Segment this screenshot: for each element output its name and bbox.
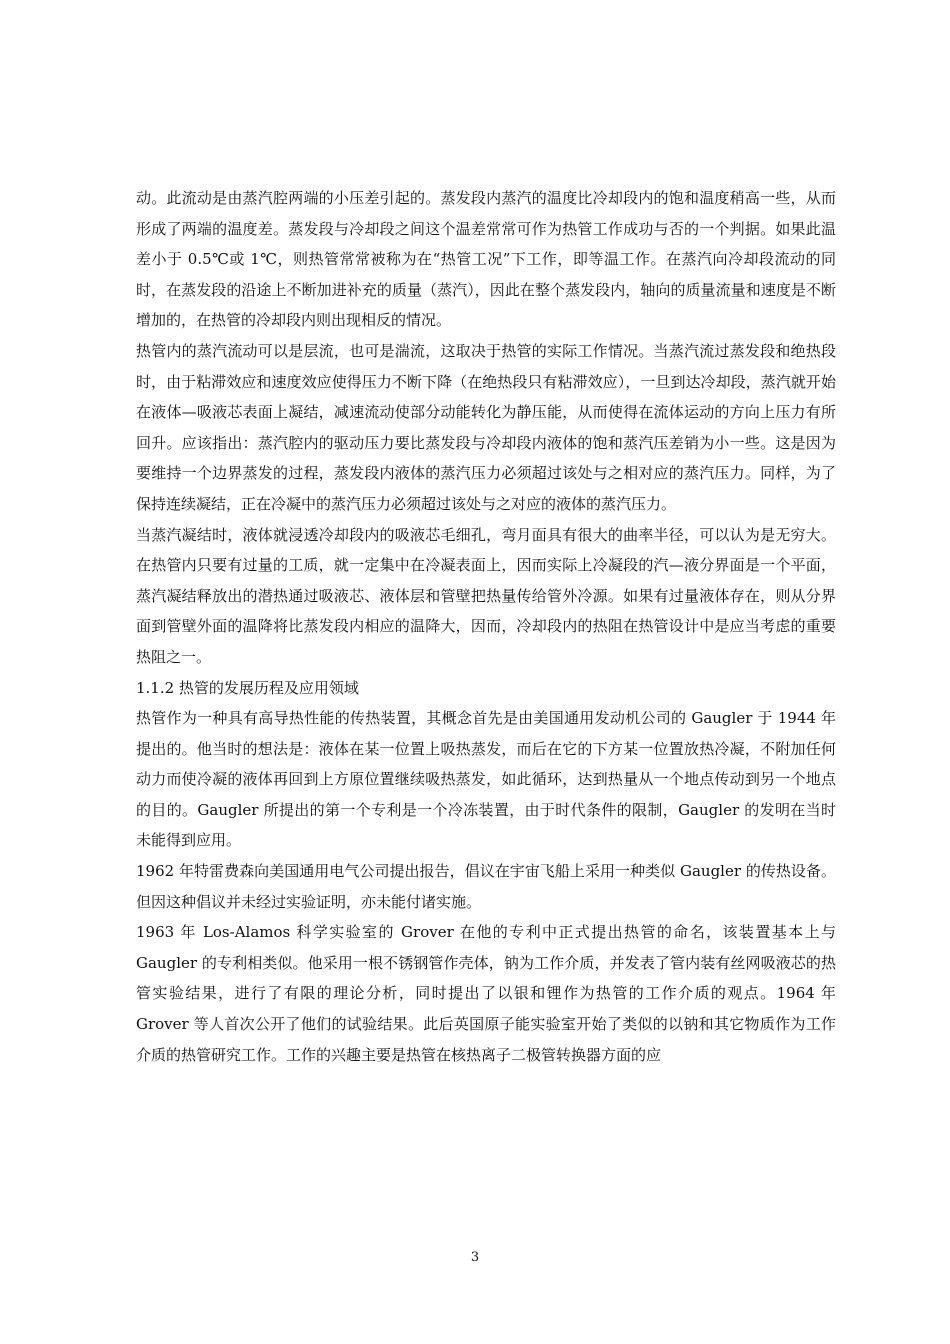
paragraph-condensation: 当蒸汽凝结时，液体就浸透冷却段内的吸液芯毛细孔，弯月面具有很大的曲率半径，可以认为是无穷大。在热管内只要有过量的工质，就一定集中在冷凝表面上，因而实际上冷凝段的汽—液分界面是一个平面，蒸汽凝结释放出的潜热通过吸液芯、液体层和管壁把热量传给管外冷源。如果有过量液体存在，则从分界面到管壁外面的温降将比蒸发段内相应的温降大，因而，冷却段内的热阻在热管设计中是应当考虑的重要热阻之一。 xyxy=(136,525,836,666)
document-body xyxy=(136,183,836,1070)
paragraph-history-gaugler: 热管作为一种具有高导热性能的传热装置，其概念首先是由美国通用发动机公司的 Gaugler 于 1944 年提出的。他当时的想法是：液体在某一位置上吸热蒸发，而后在它的下方某一位置放热冷凝，不附加任何动力而使冷凝的液体再回到上方原位置继续吸热蒸发，如此循环，达到热量从一个地点传动到另一个地点的目的。Gaugler 所提出的第一个专利是一个冷冻装置，由于时代条件的限制，Gaugler 的发明在当时未能得到应用。 xyxy=(136,709,836,850)
paragraph-vapor-flow: 动。此流动是由蒸汽腔两端的小压差引起的。蒸发段内蒸汽的温度比冷却段内的饱和温度稍高一些，从而形成了两端的温度差。蒸发段与冷却段之间这个温差常常可作为热管工作成功与否的一个判据。如果此温差小于 0.5℃或 1℃，则热管常常被称为在“热管工况”下工作，即等温工作。在蒸汽向冷却段流动的同时，在蒸发段的沿途上不断加进补充的质量（蒸汽），因此在整个蒸发段内，轴向的质量流量和速度是不断增加的，在热管的冷却段内则出现相反的情况。 xyxy=(136,189,836,330)
paragraph-vapor-pressure: 热管内的蒸汽流动可以是层流，也可是湍流，这取决于热管的实际工作情况。当蒸汽流过蒸发段和绝热段时，由于粘滞效应和速度效应使得压力不断下降（在绝热段只有粘滞效应），一旦到达冷却段，蒸汽就开始在液体—吸液芯表面上凝结，减速流动使部分动能转化为静压能，从而使得在流体运动的方向上压力有所回升。应该指出：蒸汽腔内的驱动压力要比蒸发段与冷却段内液体的饱和蒸汽压差销为小一些。这是因为要维持一个边界蒸发的过程，蒸发段内液体的蒸汽压力必须超过该处与之相对应的蒸汽压力。同样，为了保持连续凝结，正在冷凝中的蒸汽压力必须超过该处与之对应的液体的蒸汽压力。 xyxy=(136,341,836,513)
paragraph-history-1962: 1962 年特雷费森向美国通用电气公司提出报告，倡议在宇宙飞船上采用一种类似 Gaugler 的传热设备。但因这种倡议并未经过实验证明，亦未能付诸实施。 xyxy=(136,862,836,911)
section-heading: 1.1.2 热管的发展历程及应用领域 xyxy=(136,678,359,697)
page-number: 3 xyxy=(470,1250,480,1265)
paragraph-history-1963: 1963 年 Los-Alamos 科学实验室的 Grover 在他的专利中正式提出热管的命名，该装置基本上与 Gaugler 的专利相类似。他采用一根不锈钢管作壳体，钠为工作介质，并发表了管内装有丝网吸液芯的热管实验结果，进行了有限的理论分析，同时提出了以银和锂作为热管的工作介质的观点。1964 年 Grover 等人首次公开了他们的试验结果。此后英国原子能实验室开始了类似的以钠和其它物质作为工作介质的热管研究工作。工作的兴趣主要是热管在核热离子二极管转换器方面的应 xyxy=(136,923,836,1064)
